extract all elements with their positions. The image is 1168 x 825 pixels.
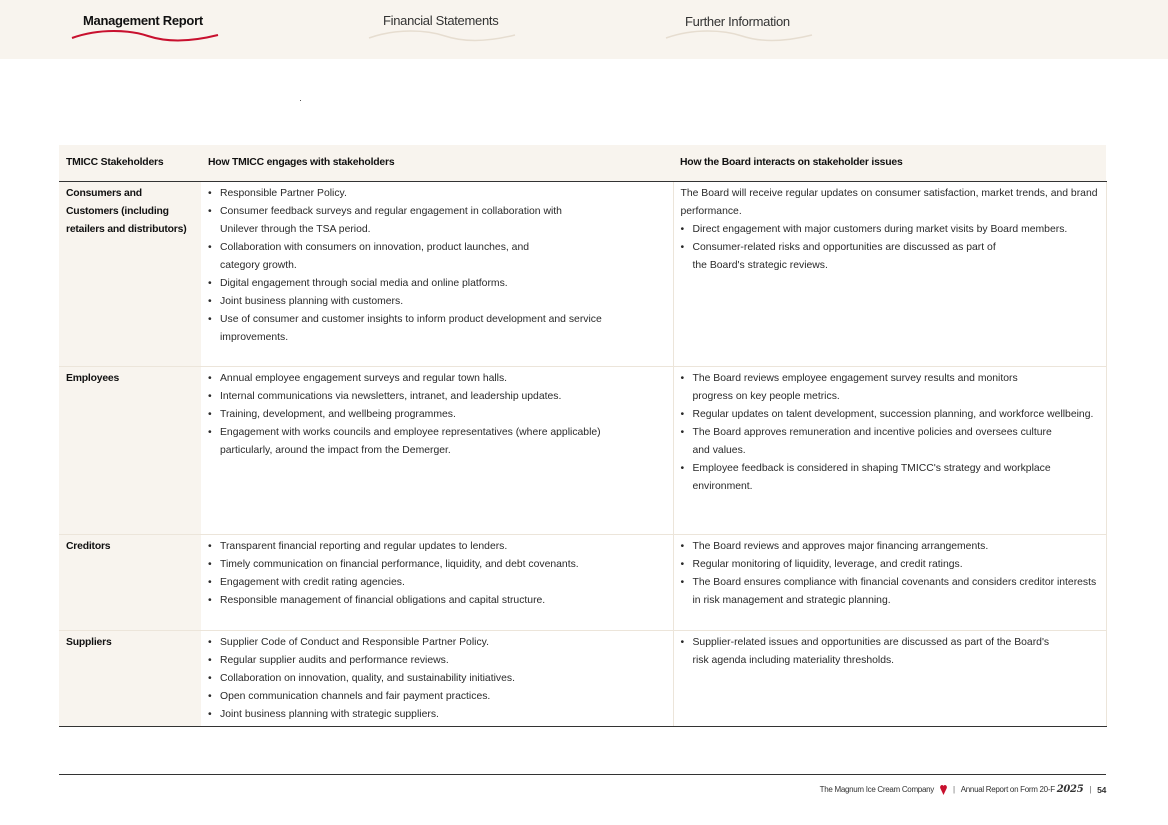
footer-report-title [961,784,1084,795]
board-cell [673,630,1106,726]
engagement-cell [201,630,673,726]
list-item: • Direct engagement with major customers during market visits by Board members. [681,221,1099,239]
list-item: • Collaboration with consumers on innovation, product launches, and category growth. [208,239,543,275]
footer-separator: | [952,785,955,794]
table-row [59,630,1106,726]
stakeholder-name: Creditors [59,534,201,630]
stakeholder-name: Suppliers [59,630,201,726]
tab-further-information[interactable]: Further Information [685,14,790,29]
page-number: 54 [1097,784,1106,795]
red-heart-drop-icon [940,785,947,795]
list-item: • Regular supplier audits and performance reviews. [208,652,666,670]
tab-wave-icon [367,28,517,44]
table-row [59,366,1106,534]
list-item: • Digital engagement through social media and online platforms. [208,275,653,293]
list-item: • Annual employee engagement surveys and regular town halls. [208,370,653,388]
list-item: • Responsible management of financial obligations and capital structure. [208,592,666,610]
column-header-engagement: How TMICC engages with stakeholders [201,145,673,181]
list-item: • Engagement with credit rating agencies. [208,574,666,592]
stakeholder-name: Consumers and Customers (including retailers and distributors) [59,181,201,366]
stakeholder-table [59,145,1107,727]
list-item: • Training, development, and wellbeing programmes. [208,406,653,424]
tab-wave-icon [664,28,814,44]
engagement-cell [201,366,673,534]
engagement-cell [201,534,673,630]
list-item: • Supplier Code of Conduct and Responsible Partner Policy. [208,634,666,652]
table-row [59,181,1106,366]
list-item: • Use of consumer and customer insights to inform product development and service improvements. [208,311,653,347]
active-tab-wave-icon [70,28,220,44]
tab-management-report[interactable]: Management Report [83,13,203,28]
column-header-stakeholders: TMICC Stakeholders [59,145,201,181]
stray-dot [300,100,301,101]
footer-divider [59,774,1106,775]
column-header-board: How the Board interacts on stakeholder issues [673,145,1106,181]
footer-company-name: The Magnum Ice Cream Company [819,785,934,794]
tab-financial-statements[interactable]: Financial Statements [383,13,499,28]
list-item: • The Board ensures compliance with financial covenants and considers creditor interests in risk management and strategic planning. [681,574,1099,610]
board-cell [673,534,1106,630]
list-item: • The Board approves remuneration and incentive policies and oversees culture and values. [681,424,1061,460]
list-item: • Timely communication on financial performance, liquidity, and debt covenants. [208,556,666,574]
list-item: • Regular monitoring of liquidity, leverage, and credit ratings. [681,556,1099,574]
stakeholder-name: Employees [59,366,201,534]
board-cell [673,181,1106,366]
list-item: • Responsible Partner Policy. [208,185,653,203]
table-header-row [59,145,1106,181]
list-item: • Consumer feedback surveys and regular engagement in collaboration with Unilever through the TSA period. [208,203,580,239]
footer-report-name: Annual Report on Form 20-F [960,785,1055,794]
footer-report-year: 2025 [1056,784,1084,795]
list-item: • Open communication channels and fair payment practices. [208,688,666,706]
list-item: • Collaboration on innovation, quality, and sustainability initiatives. [208,670,666,688]
list-item: • Joint business planning with strategic suppliers. [208,706,666,724]
list-item: • Employee feedback is considered in shaping TMICC's strategy and workplace environment. [681,460,1099,496]
table-row [59,534,1106,630]
footer-separator: | [1089,785,1092,794]
list-item: • The Board reviews and approves major financing arrangements. [681,538,1099,556]
list-item: • The Board reviews employee engagement survey results and monitors progress on key people metrics. [681,370,1061,406]
board-cell [673,366,1106,534]
engagement-cell [201,181,673,366]
list-item: • Consumer-related risks and opportunities are discussed as part of the Board's strategic reviews. [681,239,1001,275]
board-intro-text: The Board will receive regular updates on consumer satisfaction, market trends, and brand performance. [680,187,1098,217]
page-footer [820,784,1106,795]
top-navigation [0,0,1168,59]
list-item: • Engagement with works councils and employee representatives (where applicable) particularly, around the impact from the Demerger. [208,424,653,460]
list-item: • Transparent financial reporting and regular updates to lenders. [208,538,666,556]
list-item: • Joint business planning with customers. [208,293,653,311]
list-item: • Internal communications via newsletters, intranet, and leadership updates. [208,388,653,406]
list-item: • Supplier-related issues and opportunities are discussed as part of the Board's risk agenda including materiality thresholds. [681,634,1061,670]
list-item: • Regular updates on talent development, succession planning, and workforce wellbeing. [681,406,1099,424]
